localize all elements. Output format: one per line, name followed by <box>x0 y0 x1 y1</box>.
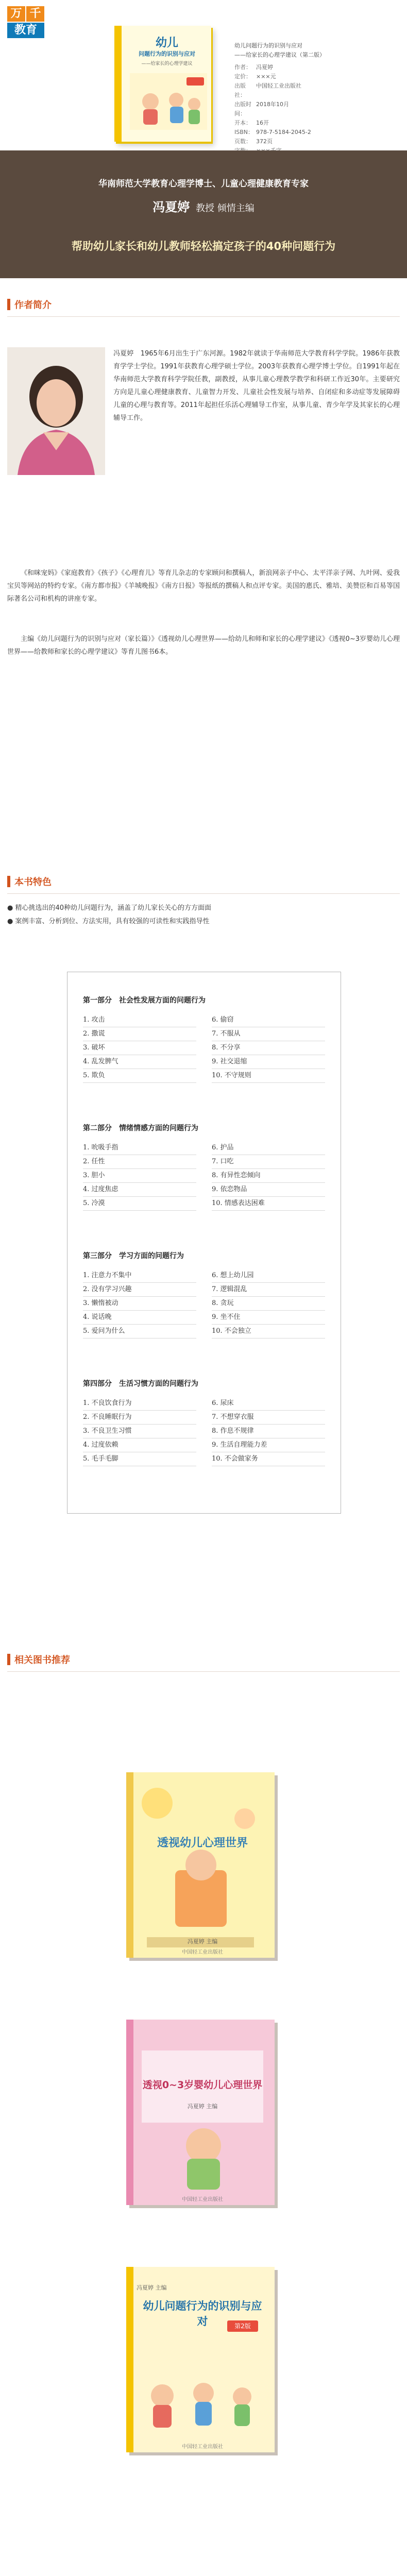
toc-item: 3. 不良卫生习惯 <box>83 1425 196 1438</box>
meta-row: 出版时间： 2018年10月 <box>234 101 289 117</box>
wanqian-logo[interactable] <box>7 6 44 38</box>
toc-item: 10. 不会做家务 <box>212 1452 325 1466</box>
toc-item: 9. 社交退缩 <box>212 1055 325 1069</box>
toc-part-title: 第四部分 生活习惯方面的问题行为 <box>83 1380 198 1388</box>
author-section-heading <box>0 289 407 319</box>
section-divider <box>7 316 400 317</box>
toc-item: 10. 不会独立 <box>212 1325 325 1338</box>
toc-item: 2. 任性 <box>83 1155 196 1169</box>
toc-item: 7. 不想穿衣服 <box>212 1411 325 1425</box>
banner-editor-name: 冯夏婷 <box>152 200 190 214</box>
toc-part <box>83 995 325 1083</box>
banner-credentials: 华南师范大学教育心理学博士、儿童心理健康教育专家 <box>98 179 309 189</box>
toc-part-title: 第二部分 情绪情感方面的问题行为 <box>83 1124 198 1132</box>
related-book-2[interactable] <box>126 2020 281 2210</box>
related-book-3-publisher: 中国轻工业出版社 <box>182 2444 223 2450</box>
toc-item: 5. 爱问为什么 <box>83 1325 196 1338</box>
cover-subtitle: 问题行为的识别与应对 <box>139 50 195 57</box>
related-book-1-publisher: 中国轻工业出版社 <box>182 1950 223 1955</box>
author-bio-para-3: 主编《幼儿问题行为的识别与应对（家长篇）》《透视幼儿心理世界——给幼儿和师和家长的心理学建议》《透视0~3岁婴幼儿心理世界——给教师和家长的心理学建议》等育儿图书6本。 <box>7 635 400 656</box>
features-section-heading <box>0 866 407 896</box>
author-banner <box>0 150 407 278</box>
toc-item: 1. 不良饮食行为 <box>83 1397 196 1411</box>
related-book-2-publisher: 中国轻工业出版社 <box>182 2197 223 2202</box>
toc-item: 10. 情感表达困难 <box>212 1197 325 1211</box>
toc-item: 9. 依恋物品 <box>212 1183 325 1197</box>
book-header <box>0 0 407 150</box>
toc-part <box>83 1378 325 1466</box>
meta-row: 开本： 16开 <box>234 120 269 126</box>
related-book-3-author: 冯夏婷 主编 <box>137 2284 167 2291</box>
section-divider <box>7 893 400 894</box>
book-meta <box>234 41 389 165</box>
related-section-heading <box>0 1643 407 1674</box>
features-section-title: 本书特色 <box>14 877 52 888</box>
meta-row: 页数： 372页 <box>234 138 273 145</box>
table-of-contents <box>67 972 341 1514</box>
toc-item: 4. 过度依赖 <box>83 1438 196 1452</box>
meta-row: ISBN： 978-7-5184-2045-2 <box>234 129 311 135</box>
related-book-1-cover <box>126 1772 281 1963</box>
toc-item: 1. 吮吸手指 <box>83 1141 196 1155</box>
toc-item: 5. 欺负 <box>83 1069 196 1083</box>
toc-item: 8. 不分享 <box>212 1041 325 1055</box>
related-book-1-author: 冯夏婷 主编 <box>187 1938 218 1945</box>
feature-bullet: ● 精心挑选出的40种幼儿问题行为，涵盖了幼儿家长关心的方方面面 <box>7 904 212 912</box>
meta-row: 定价： ×××元 <box>234 73 276 80</box>
toc-item: 9. 生活自理能力差 <box>212 1438 325 1452</box>
toc-item: 9. 坐不住 <box>212 1311 325 1325</box>
section-divider <box>7 1671 400 1672</box>
related-book-3[interactable] <box>126 2267 281 2458</box>
book-cover <box>114 26 211 142</box>
author-bio-para-2: 《和咪宠妈》《家庭教育》《孩子》《心理育儿》等育儿杂志的专家顾问和撰稿人，新浪网亲子中心、太平洋亲子网、九叶网、爱我宝贝等网站的特约专家。《南方都市报》《羊城晚报》《南方日报》等报纸的撰稿人和点评专家。美国的惠氏、雅培、美赞臣和百易等国际著名公司和机构的讲座专家。 <box>7 569 400 603</box>
toc-item: 7. 逻辑混乱 <box>212 1283 325 1297</box>
toc-item: 2. 不良睡眠行为 <box>83 1411 196 1425</box>
toc-item: 3. 破坏 <box>83 1041 196 1055</box>
toc-item: 8. 作息不规律 <box>212 1425 325 1438</box>
toc-item: 3. 胆小 <box>83 1169 196 1183</box>
toc-item: 8. 有异性恋倾向 <box>212 1169 325 1183</box>
banner-editor-role: 教授 倾情主编 <box>196 203 255 214</box>
toc-item: 3. 懒惰被动 <box>83 1297 196 1311</box>
meta-title: 幼儿问题行为的识别与应对 ——给家长的心理学建议（第二版） <box>234 42 325 58</box>
cover-series: ——给家长的心理学建议 <box>141 61 193 66</box>
toc-item: 7. 口吃 <box>212 1155 325 1169</box>
toc-item: 2. 没有学习兴趣 <box>83 1283 196 1297</box>
toc-item: 1. 注意力不集中 <box>83 1269 196 1283</box>
section-marker <box>7 876 10 887</box>
toc-item: 1. 攻击 <box>83 1013 196 1027</box>
feature-bullet: ● 案例丰富、分析到位、方法实用，具有较强的可读性和实践指导性 <box>7 918 210 925</box>
toc-part <box>83 1123 325 1211</box>
toc-item: 2. 撒谎 <box>83 1027 196 1041</box>
toc-part <box>83 1250 325 1338</box>
related-book-3-edition-badge: 第2版 <box>227 2320 258 2332</box>
related-book-1[interactable] <box>126 1772 281 1963</box>
related-book-2-author: 冯夏婷 主编 <box>187 2103 218 2110</box>
toc-item: 7. 不服从 <box>212 1027 325 1041</box>
features-list <box>7 902 399 928</box>
logo-char-1: 万 <box>7 6 25 22</box>
related-book-3-cover <box>126 2267 281 2458</box>
toc-item: 4. 说话晚 <box>83 1311 196 1325</box>
banner-tagline: 帮助幼儿家长和幼儿教师轻松搞定孩子的40种问题行为 <box>71 240 336 252</box>
toc-item: 5. 毛手毛脚 <box>83 1452 196 1466</box>
section-marker <box>7 299 10 310</box>
toc-item: 5. 冷漠 <box>83 1197 196 1211</box>
toc-item: 6. 护品 <box>212 1141 325 1155</box>
author-portrait-image <box>7 347 105 475</box>
related-book-1-title: 透视幼儿心理世界 <box>157 1837 248 1850</box>
toc-item: 4. 过度焦虑 <box>83 1183 196 1197</box>
banner-editor <box>0 197 407 215</box>
related-section-title: 相关图书推荐 <box>14 1655 70 1666</box>
meta-row: 出版社： 中国轻工业出版社 <box>234 82 301 98</box>
author-bio-para-1: 冯夏婷 1965年6月出生于广东河源。1982年就读于华南师范大学教育科学学院。1986年获教育学学士学位。1991年获教育心理学硕士学位。2003年获教育心理学博士学位。自1991年起在华南师范大学教育科学学院任教，副教授，从事儿童心理教学教学和科研工作近30年。主要研究方向是儿童心理健康教育、儿童智力开发、儿童社会性发展与培养、自闭症和多动症等发展障碍儿童的心理与教育等。2011年起担任乐活心理辅导工作室，从事儿童、青少年学及其家长的心理辅导工作。 <box>113 350 400 422</box>
related-book-2-cover <box>126 2020 281 2210</box>
logo-char-2: 千 <box>26 6 44 22</box>
author-photo <box>7 347 105 475</box>
meta-row: 作者： 冯夏婷 <box>234 64 273 71</box>
toc-part-title: 第三部分 学习方面的问题行为 <box>83 1252 184 1260</box>
toc-part-title: 第一部分 社会性发展方面的问题行为 <box>83 996 206 1005</box>
toc-item: 8. 贪玩 <box>212 1297 325 1311</box>
section-marker <box>7 1654 10 1665</box>
related-book-2-title: 透视0~3岁婴幼儿心理世界 <box>142 2079 263 2091</box>
cover-title: 幼儿 <box>155 37 178 49</box>
cover-spine <box>114 26 122 142</box>
logo-row-2: 教育 <box>7 23 44 38</box>
toc-item: 4. 乱发脾气 <box>83 1055 196 1069</box>
related-book-3-title: 幼儿问题行为的识别与应对 <box>143 2300 262 2328</box>
toc-item: 10. 不守规则 <box>212 1069 325 1083</box>
toc-item: 6. 偷窃 <box>212 1013 325 1027</box>
toc-item: 6. 想上幼儿园 <box>212 1269 325 1283</box>
cover-illustration <box>130 73 207 130</box>
author-section-title: 作者简介 <box>14 300 52 311</box>
toc-item: 6. 尿床 <box>212 1397 325 1411</box>
